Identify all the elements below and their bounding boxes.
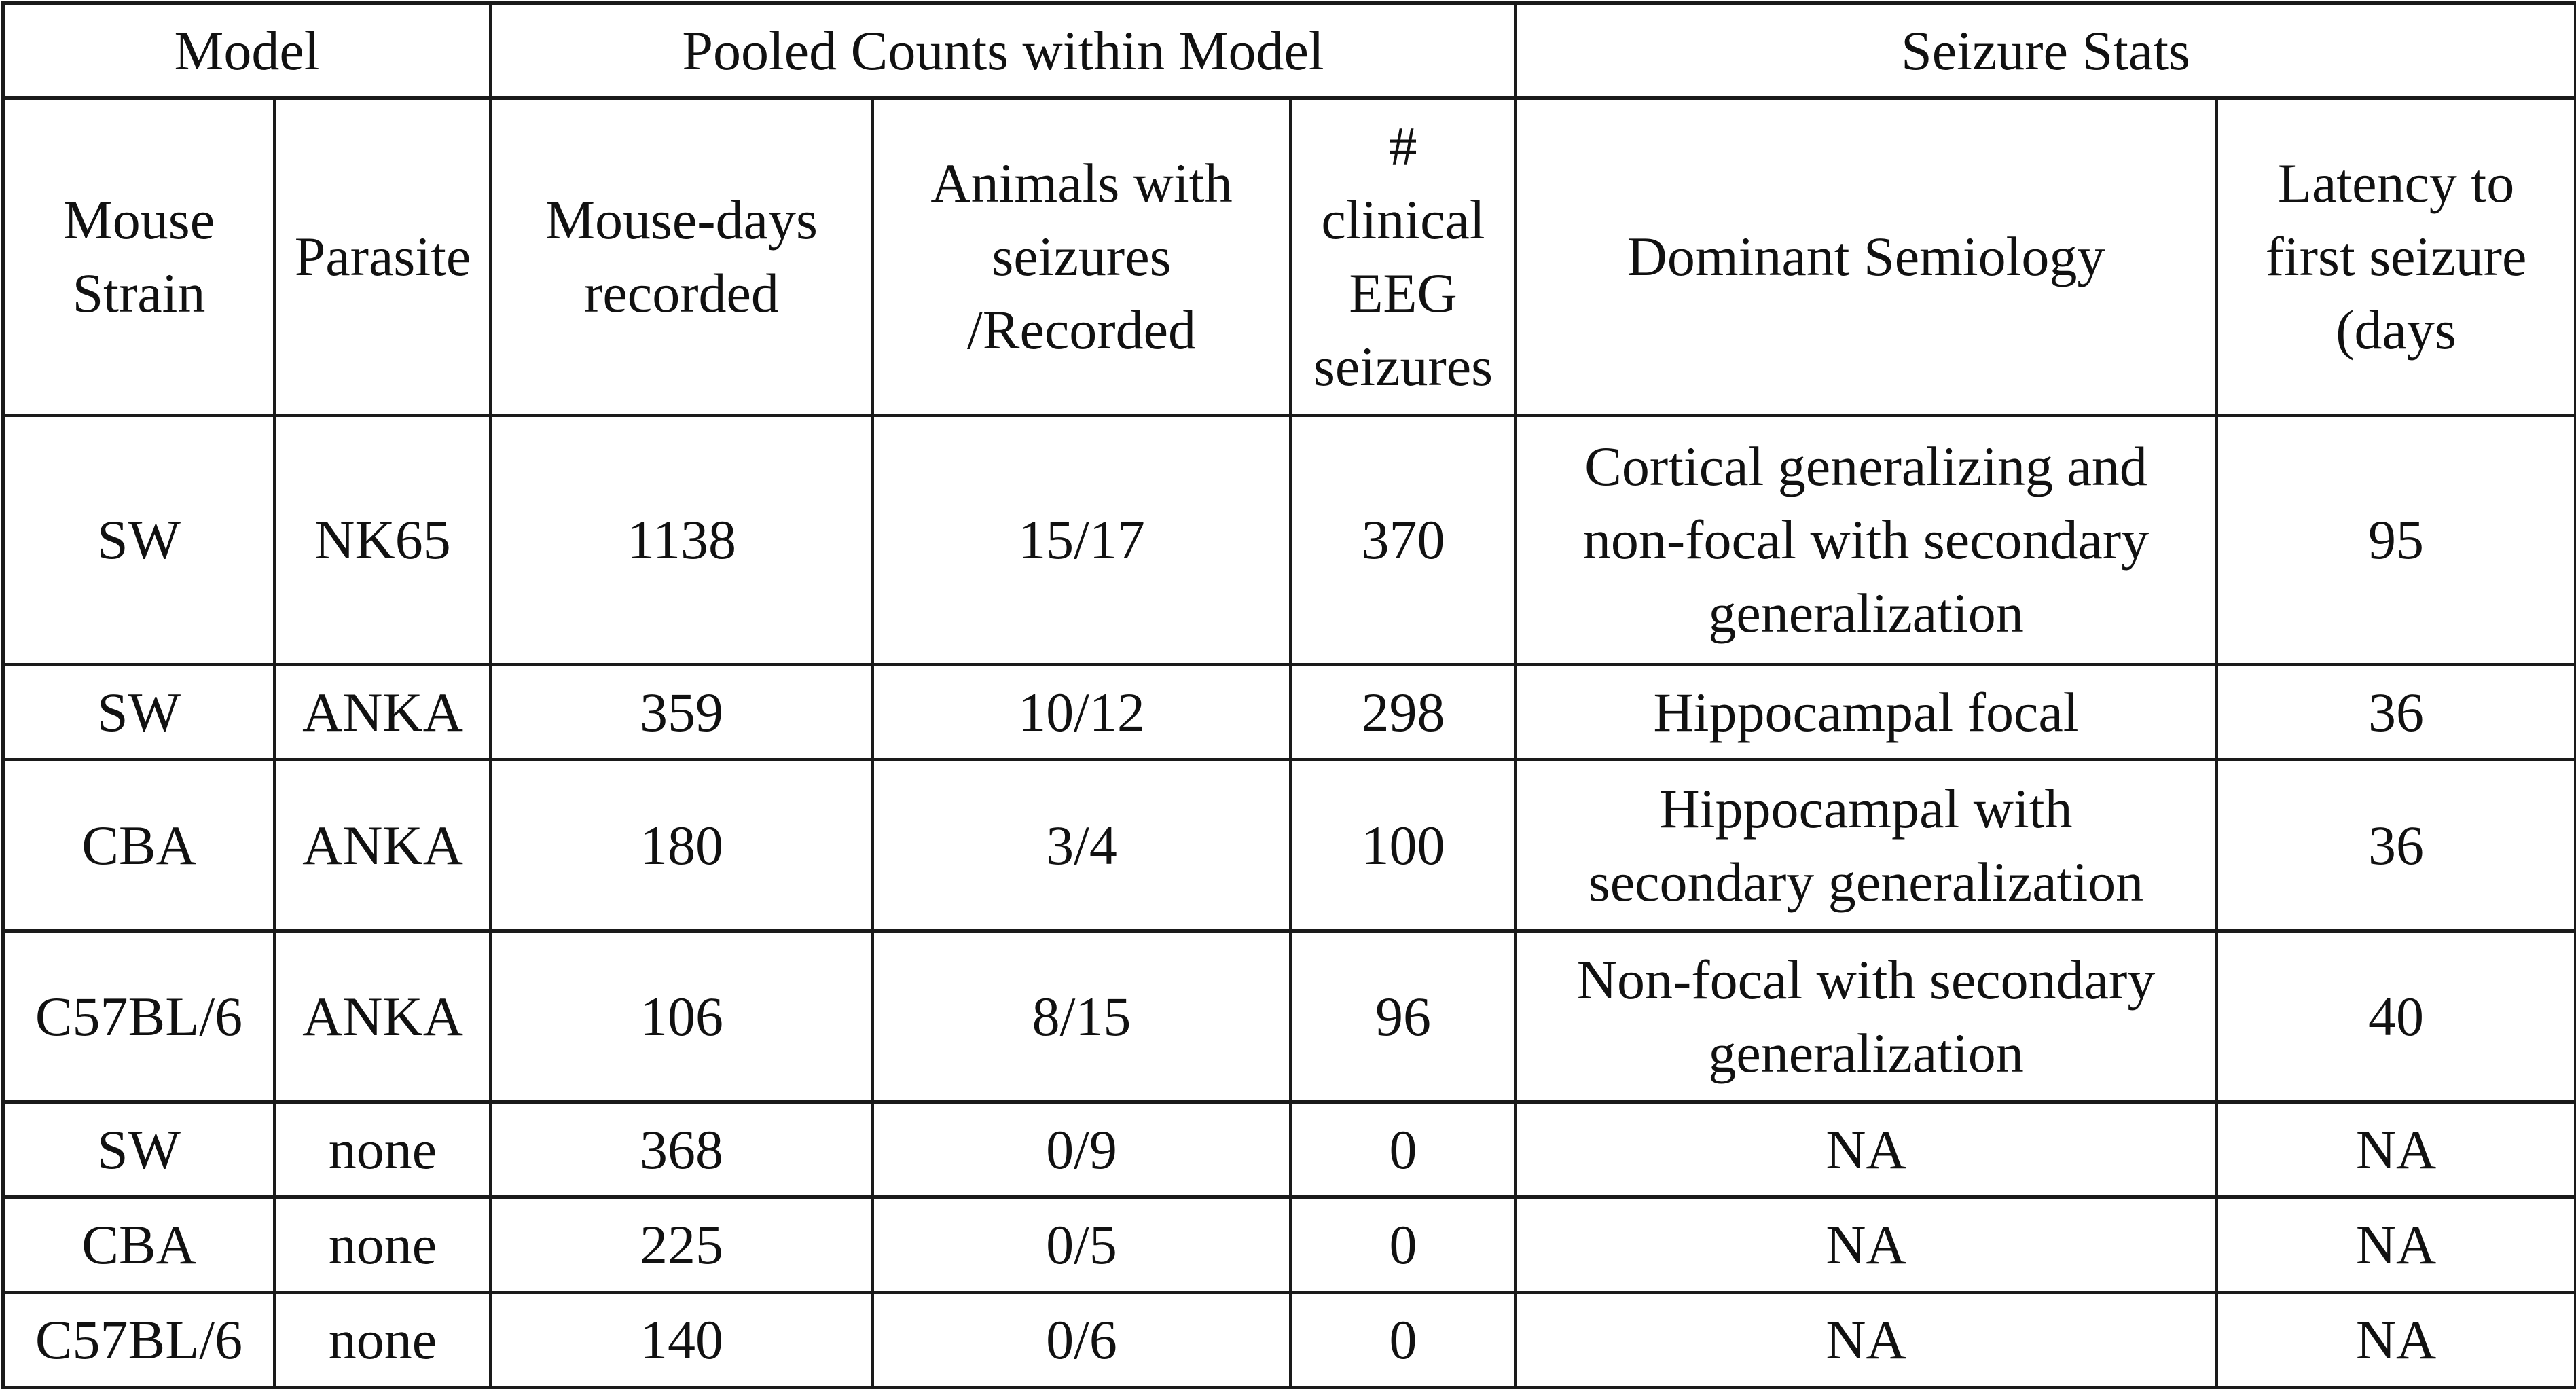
- cell-animals: 0/5: [873, 1197, 1291, 1293]
- cell-semiology: [1516, 1197, 2217, 1293]
- cell-clinical: 0: [1291, 1197, 1516, 1293]
- cell-mouse-days: 359: [491, 665, 873, 760]
- cell-line: NA: [1826, 1308, 1906, 1371]
- group-header-model: Model: [3, 3, 491, 98]
- cell-semiology: [1516, 931, 2217, 1102]
- cell-line: Latency to: [2277, 152, 2515, 214]
- cell-mouse-days: 180: [491, 760, 873, 931]
- cell-latency: NA: [2217, 1102, 2576, 1197]
- cell-mouse-days: 225: [491, 1197, 873, 1293]
- cell-mouse-days: 106: [491, 931, 873, 1102]
- cell-parasite: ANKA: [275, 760, 491, 931]
- table-row: [3, 931, 2576, 1102]
- cell-mouse-days: 1138: [491, 416, 873, 665]
- col-header-parasite: [275, 98, 491, 416]
- col-header-mouse-strain: [3, 98, 275, 416]
- cell-animals: 8/15: [873, 931, 1291, 1102]
- cell-line: non-focal with secondary: [1582, 509, 2149, 571]
- cell-latency: NA: [2217, 1197, 2576, 1293]
- table-row: [3, 665, 2576, 760]
- cell-mouse-days: 368: [491, 1102, 873, 1197]
- cell-clinical: 0: [1291, 1102, 1516, 1197]
- cell-clinical: 96: [1291, 931, 1516, 1102]
- cell-latency: 40: [2217, 931, 2576, 1102]
- seizure-stats-table: [1, 1, 2576, 1389]
- cell-strain: C57BL/6: [3, 1293, 275, 1388]
- cell-line: seizures: [1313, 336, 1493, 397]
- group-header-seizure-stats: Seizure Stats: [1516, 3, 2576, 98]
- cell-semiology: [1516, 760, 2217, 931]
- cell-latency: NA: [2217, 1293, 2576, 1388]
- col-header-latency: [2217, 98, 2576, 416]
- table-row: [3, 1293, 2576, 1388]
- col-header-animals-with-seizures: [873, 98, 1291, 416]
- cell-semiology: [1516, 416, 2217, 665]
- cell-line: seizures: [992, 226, 1172, 287]
- col-header-clinical-eeg-seizures: [1291, 98, 1516, 416]
- cell-clinical: 370: [1291, 416, 1516, 665]
- cell-line: Mouse-days: [545, 189, 818, 251]
- cell-clinical: 0: [1291, 1293, 1516, 1388]
- cell-line: Non-focal with secondary: [1576, 948, 2156, 1011]
- cell-line: generalization: [1708, 582, 2024, 644]
- cell-parasite: none: [275, 1293, 491, 1388]
- cell-line: first seizure: [2265, 226, 2527, 287]
- cell-line: NA: [1826, 1118, 1906, 1180]
- cell-latency: 36: [2217, 760, 2576, 931]
- table-row: [3, 760, 2576, 931]
- cell-line: Parasite: [294, 226, 471, 287]
- table-row: [3, 416, 2576, 665]
- cell-clinical: 298: [1291, 665, 1516, 760]
- cell-latency: 95: [2217, 416, 2576, 665]
- cell-line: Strain: [72, 262, 206, 324]
- cell-line: clinical: [1321, 189, 1485, 251]
- cell-strain: SW: [3, 665, 275, 760]
- cell-mouse-days: 140: [491, 1293, 873, 1388]
- table-row: [3, 1102, 2576, 1197]
- group-header-row: [3, 3, 2576, 98]
- cell-parasite: none: [275, 1197, 491, 1293]
- cell-latency: 36: [2217, 665, 2576, 760]
- cell-line: Hippocampal focal: [1653, 681, 2079, 743]
- cell-animals: 3/4: [873, 760, 1291, 931]
- cell-line: NA: [1826, 1213, 1906, 1276]
- cell-line: Cortical generalizing and: [1584, 435, 2147, 497]
- table-row: [3, 1197, 2576, 1293]
- cell-strain: C57BL/6: [3, 931, 275, 1102]
- cell-line: Dominant Semiology: [1627, 226, 2105, 287]
- cell-line: generalization: [1708, 1022, 2024, 1084]
- cell-animals: 10/12: [873, 665, 1291, 760]
- cell-line: EEG: [1349, 262, 1457, 324]
- cell-parasite: none: [275, 1102, 491, 1197]
- col-header-mouse-days: [491, 98, 873, 416]
- cell-strain: CBA: [3, 760, 275, 931]
- cell-line: recorded: [584, 262, 779, 324]
- cell-parasite: ANKA: [275, 931, 491, 1102]
- group-header-pooled-counts: Pooled Counts within Model: [491, 3, 1516, 98]
- cell-parasite: ANKA: [275, 665, 491, 760]
- cell-line: Animals with: [930, 152, 1233, 214]
- cell-semiology: [1516, 1102, 2217, 1197]
- cell-parasite: NK65: [275, 416, 491, 665]
- cell-line: Hippocampal with: [1659, 777, 2073, 840]
- col-header-dominant-semiology: [1516, 98, 2217, 416]
- cell-line: (days: [2336, 299, 2456, 361]
- cell-line: secondary generalization: [1588, 850, 2144, 913]
- cell-strain: SW: [3, 1102, 275, 1197]
- cell-semiology: [1516, 665, 2217, 760]
- cell-line: /Recorded: [967, 299, 1196, 361]
- cell-line: Mouse: [62, 189, 215, 251]
- column-header-row: [3, 98, 2576, 416]
- cell-line: #: [1389, 115, 1417, 177]
- cell-strain: CBA: [3, 1197, 275, 1293]
- cell-animals: 15/17: [873, 416, 1291, 665]
- table-body: [3, 416, 2576, 1388]
- cell-animals: 0/6: [873, 1293, 1291, 1388]
- cell-semiology: [1516, 1293, 2217, 1388]
- cell-animals: 0/9: [873, 1102, 1291, 1197]
- cell-strain: SW: [3, 416, 275, 665]
- cell-clinical: 100: [1291, 760, 1516, 931]
